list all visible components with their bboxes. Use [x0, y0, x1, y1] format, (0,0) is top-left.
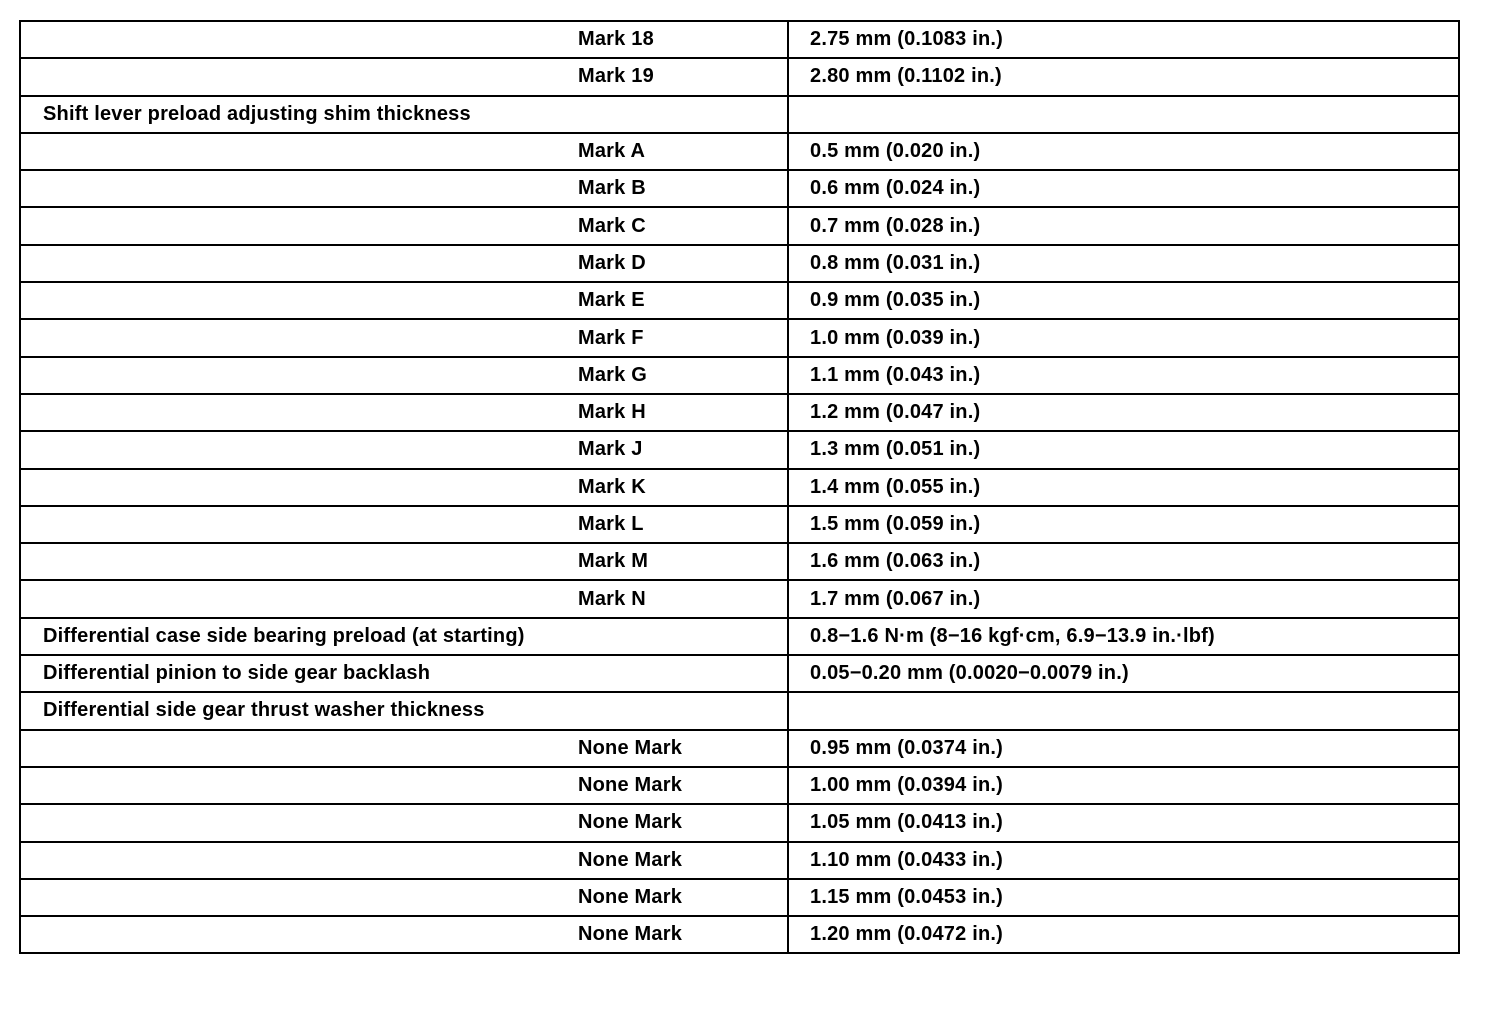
row-label: Differential pinion to side gear backlash — [20, 655, 788, 692]
table-row — [20, 133, 1459, 170]
table-row — [20, 916, 1459, 953]
spec-table — [19, 20, 1460, 954]
table-row — [20, 692, 1459, 729]
row-value: 1.5 mm (0.059 in.) — [788, 506, 1459, 543]
row-value: 1.05 mm (0.0413 in.) — [788, 804, 1459, 841]
table-row — [20, 543, 1459, 580]
row-label: None Mark — [20, 804, 788, 841]
row-label: None Mark — [20, 842, 788, 879]
table-row — [20, 394, 1459, 431]
row-label: Mark H — [20, 394, 788, 431]
row-label: Mark A — [20, 133, 788, 170]
row-label: Mark C — [20, 207, 788, 244]
table-row — [20, 506, 1459, 543]
row-label: Mark L — [20, 506, 788, 543]
table-row — [20, 730, 1459, 767]
row-label: Mark 19 — [20, 58, 788, 95]
row-label: Mark K — [20, 469, 788, 506]
row-value: 0.95 mm (0.0374 in.) — [788, 730, 1459, 767]
table-row — [20, 282, 1459, 319]
table-row — [20, 842, 1459, 879]
table-row — [20, 357, 1459, 394]
row-label: None Mark — [20, 767, 788, 804]
row-label: None Mark — [20, 916, 788, 953]
row-label: Mark D — [20, 245, 788, 282]
row-value: 1.2 mm (0.047 in.) — [788, 394, 1459, 431]
table-row — [20, 58, 1459, 95]
row-value: 1.4 mm (0.055 in.) — [788, 469, 1459, 506]
row-value: 1.3 mm (0.051 in.) — [788, 431, 1459, 468]
row-value: 0.8 mm (0.031 in.) — [788, 245, 1459, 282]
row-label: Mark F — [20, 319, 788, 356]
row-value: 0.6 mm (0.024 in.) — [788, 170, 1459, 207]
table-row — [20, 245, 1459, 282]
table-row — [20, 431, 1459, 468]
table-row — [20, 469, 1459, 506]
table-row — [20, 207, 1459, 244]
row-label: Mark 18 — [20, 21, 788, 58]
row-label: Mark M — [20, 543, 788, 580]
row-label: Shift lever preload adjusting shim thickness — [20, 96, 788, 133]
row-value: 0.05−0.20 mm (0.0020−0.0079 in.) — [788, 655, 1459, 692]
row-value: 0.8−1.6 N·m (8−16 kgf·cm, 6.9−13.9 in.·lbf) — [788, 618, 1459, 655]
row-value: 0.9 mm (0.035 in.) — [788, 282, 1459, 319]
row-label: Mark N — [20, 580, 788, 617]
row-value: 1.10 mm (0.0433 in.) — [788, 842, 1459, 879]
row-value — [788, 692, 1459, 729]
row-value — [788, 96, 1459, 133]
row-label: None Mark — [20, 879, 788, 916]
table-row — [20, 319, 1459, 356]
row-value: 1.0 mm (0.039 in.) — [788, 319, 1459, 356]
row-value: 2.75 mm (0.1083 in.) — [788, 21, 1459, 58]
row-value: 1.6 mm (0.063 in.) — [788, 543, 1459, 580]
row-label: Mark J — [20, 431, 788, 468]
row-value: 1.7 mm (0.067 in.) — [788, 580, 1459, 617]
row-label: Mark E — [20, 282, 788, 319]
row-value: 1.15 mm (0.0453 in.) — [788, 879, 1459, 916]
table-row — [20, 767, 1459, 804]
row-value: 1.20 mm (0.0472 in.) — [788, 916, 1459, 953]
row-value: 1.1 mm (0.043 in.) — [788, 357, 1459, 394]
row-label: Differential case side bearing preload (at starting) — [20, 618, 788, 655]
row-label: Mark B — [20, 170, 788, 207]
table-row — [20, 879, 1459, 916]
table-row — [20, 804, 1459, 841]
row-label: Mark G — [20, 357, 788, 394]
table-row — [20, 96, 1459, 133]
table-row — [20, 618, 1459, 655]
row-value: 2.80 mm (0.1102 in.) — [788, 58, 1459, 95]
table-row — [20, 170, 1459, 207]
spec-table-body — [20, 21, 1459, 953]
table-row — [20, 21, 1459, 58]
row-value: 0.7 mm (0.028 in.) — [788, 207, 1459, 244]
row-label: Differential side gear thrust washer thickness — [20, 692, 788, 729]
row-label: None Mark — [20, 730, 788, 767]
table-row — [20, 655, 1459, 692]
row-value: 0.5 mm (0.020 in.) — [788, 133, 1459, 170]
row-value: 1.00 mm (0.0394 in.) — [788, 767, 1459, 804]
table-row — [20, 580, 1459, 617]
